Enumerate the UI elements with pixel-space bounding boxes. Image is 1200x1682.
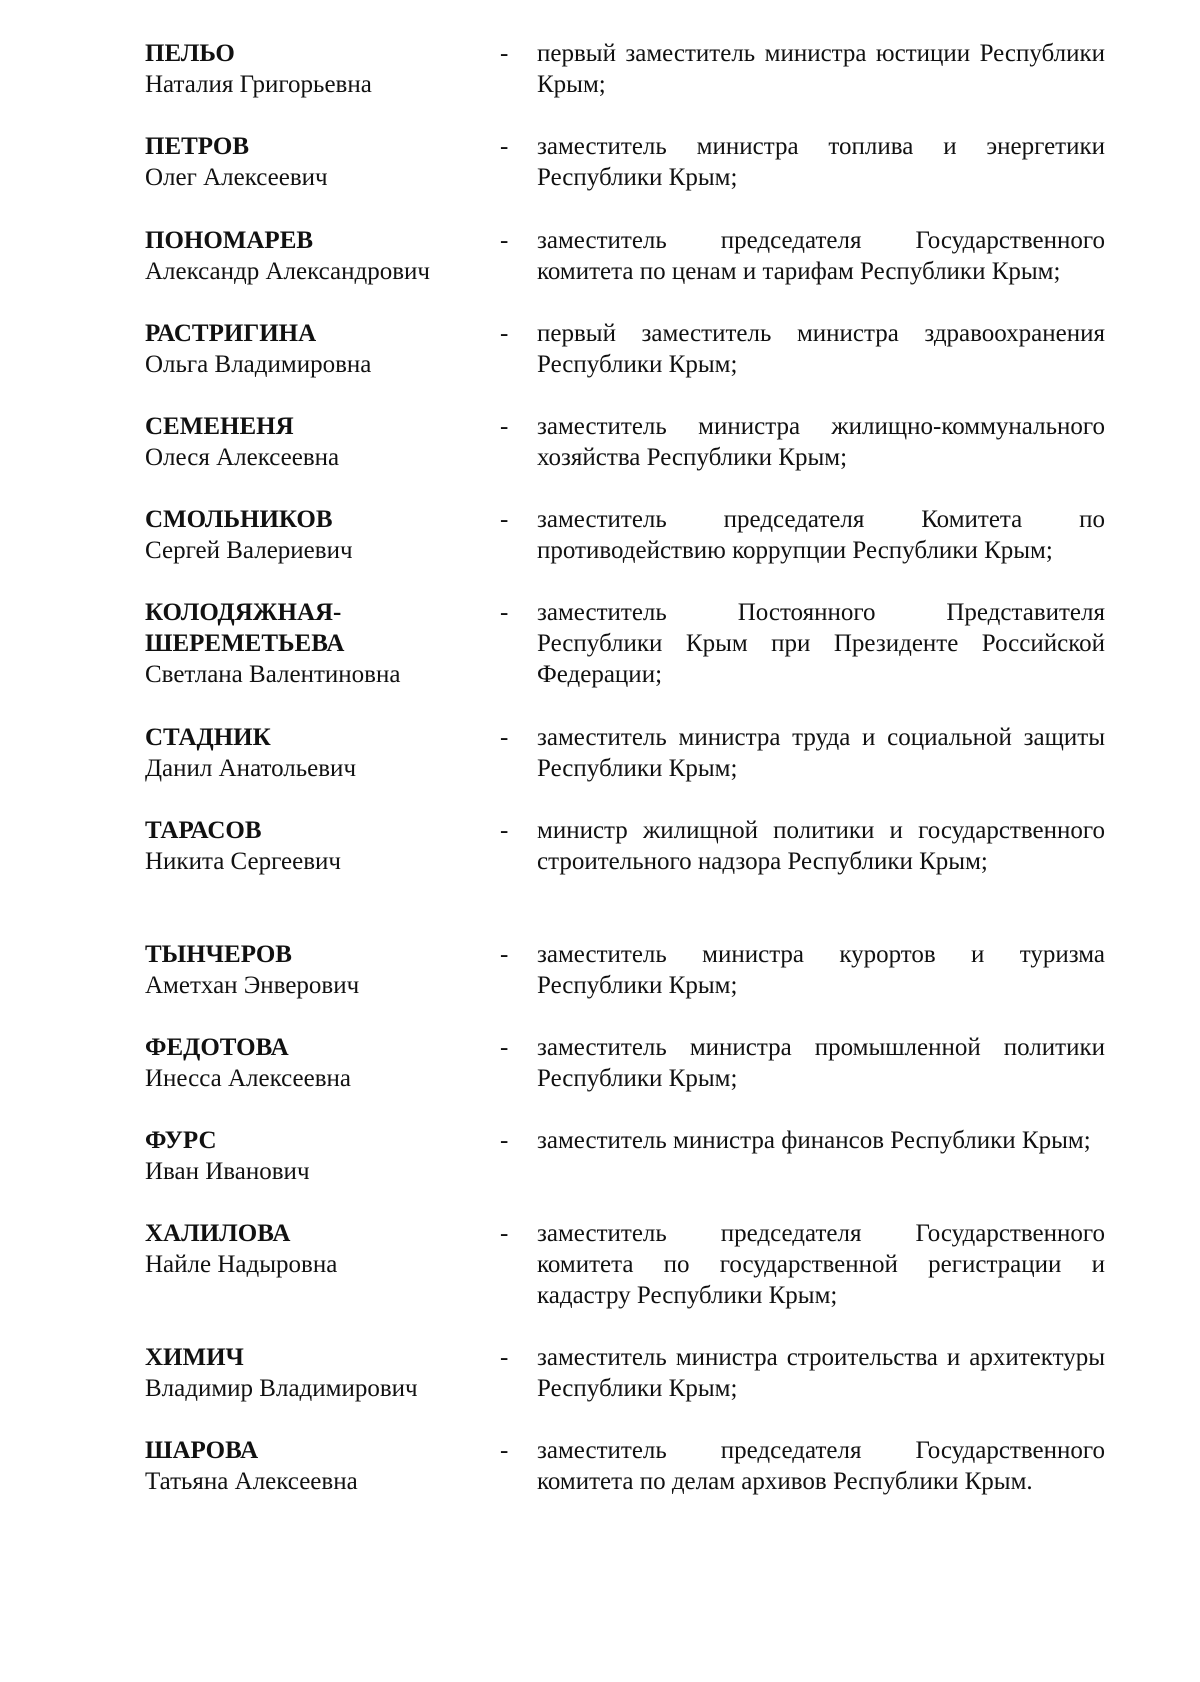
given-name: Сергей Валериевич bbox=[145, 537, 353, 564]
person-name bbox=[145, 597, 485, 690]
position-title: заместитель председателя Государственного комитета по государственной регистрации и кадастру Республики Крым; bbox=[537, 1220, 1105, 1309]
person-name bbox=[145, 939, 485, 1001]
person-name bbox=[145, 722, 485, 784]
position-title: заместитель министра топлива и энергетики Республики Крым; bbox=[537, 133, 1105, 191]
person-name bbox=[145, 411, 485, 473]
given-name: Найле Надыровна bbox=[145, 1251, 338, 1278]
surname: ТАРАСОВ bbox=[145, 817, 262, 844]
person-name bbox=[145, 1125, 485, 1187]
position-title: заместитель министра труда и социальной защиты Республики Крым; bbox=[537, 724, 1105, 782]
given-name: Татьяна Алексеевна bbox=[145, 1468, 358, 1495]
position-title: заместитель министра жилищно-коммунального хозяйства Республики Крым; bbox=[537, 413, 1105, 471]
person-name bbox=[145, 1032, 485, 1094]
position-title: заместитель министра финансов Республики Крым; bbox=[537, 1127, 1091, 1154]
surname: СТАДНИК bbox=[145, 724, 271, 751]
separator-dash: - bbox=[500, 133, 509, 160]
given-name: Данил Анатольевич bbox=[145, 755, 357, 782]
given-name: Иван Иванович bbox=[145, 1158, 310, 1185]
separator-dash: - bbox=[500, 1127, 509, 1154]
separator-dash: - bbox=[500, 941, 509, 968]
position-title: заместитель министра строительства и архитектуры Республики Крым; bbox=[537, 1344, 1105, 1402]
separator-dash: - bbox=[500, 40, 509, 67]
position-title: заместитель министра курортов и туризма Республики Крым; bbox=[537, 941, 1105, 999]
given-name: Аметхан Энверович bbox=[145, 972, 360, 999]
position-title: первый заместитель министра юстиции Республики Крым; bbox=[537, 40, 1105, 98]
person-name bbox=[145, 38, 485, 100]
surname: СМОЛЬНИКОВ bbox=[145, 506, 333, 533]
surname: ПЕЛЬО bbox=[145, 40, 235, 67]
given-name: Наталия Григорьевна bbox=[145, 71, 372, 98]
separator-dash: - bbox=[500, 724, 509, 751]
separator-dash: - bbox=[500, 413, 509, 440]
given-name: Александр Александрович bbox=[145, 258, 430, 285]
person-name bbox=[145, 225, 485, 287]
person-name bbox=[145, 131, 485, 193]
separator-dash: - bbox=[500, 320, 509, 347]
person-name bbox=[145, 815, 485, 877]
given-name: Светлана Валентиновна bbox=[145, 661, 401, 688]
given-name: Олеся Алексеевна bbox=[145, 444, 340, 471]
surname: ПОНОМАРЕВ bbox=[145, 227, 314, 254]
position-title: заместитель министра промышленной политики Республики Крым; bbox=[537, 1034, 1105, 1092]
surname: ПЕТРОВ bbox=[145, 133, 250, 160]
given-name: Никита Сергеевич bbox=[145, 848, 341, 875]
given-name: Олег Алексеевич bbox=[145, 164, 328, 191]
separator-dash: - bbox=[500, 1220, 509, 1247]
separator-dash: - bbox=[500, 1034, 509, 1061]
person-name bbox=[145, 1342, 485, 1404]
position-title: заместитель Постоянного Представителя Республики Крым при Президенте Российской Федерации; bbox=[537, 599, 1105, 688]
separator-dash: - bbox=[500, 817, 509, 844]
person-name bbox=[145, 318, 485, 380]
person-name bbox=[145, 504, 485, 566]
surname: ШАРОВА bbox=[145, 1437, 259, 1464]
position-title: министр жилищной политики и государственного строительного надзора Республики Крым; bbox=[537, 817, 1105, 875]
surname: КОЛОДЯЖНАЯ- ШЕРЕМЕТЬЕВА bbox=[145, 599, 345, 657]
person-name bbox=[145, 1218, 485, 1280]
position-title: заместитель председателя Государственного комитета по ценам и тарифам Республики Крым; bbox=[537, 227, 1105, 285]
surname: ФЕДОТОВА bbox=[145, 1034, 289, 1061]
position-title: заместитель председателя Государственного комитета по делам архивов Республики Крым. bbox=[537, 1437, 1105, 1495]
position-title: первый заместитель министра здравоохранения Республики Крым; bbox=[537, 320, 1105, 378]
position-title: заместитель председателя Комитета по противодействию коррупции Республики Крым; bbox=[537, 506, 1105, 564]
separator-dash: - bbox=[500, 599, 509, 626]
surname: ТЫНЧЕРОВ bbox=[145, 941, 292, 968]
surname: РАСТРИГИНА bbox=[145, 320, 317, 347]
given-name: Владимир Владимирович bbox=[145, 1375, 418, 1402]
given-name: Инесса Алексеевна bbox=[145, 1065, 352, 1092]
surname: СЕМЕНЕНЯ bbox=[145, 413, 294, 440]
surname: ХАЛИЛОВА bbox=[145, 1220, 291, 1247]
separator-dash: - bbox=[500, 506, 509, 533]
separator-dash: - bbox=[500, 1344, 509, 1371]
given-name: Ольга Владимировна bbox=[145, 351, 372, 378]
surname: ХИМИЧ bbox=[145, 1344, 244, 1371]
surname: ФУРС bbox=[145, 1127, 217, 1154]
person-name bbox=[145, 1435, 485, 1497]
separator-dash: - bbox=[500, 1437, 509, 1464]
separator-dash: - bbox=[500, 227, 509, 254]
